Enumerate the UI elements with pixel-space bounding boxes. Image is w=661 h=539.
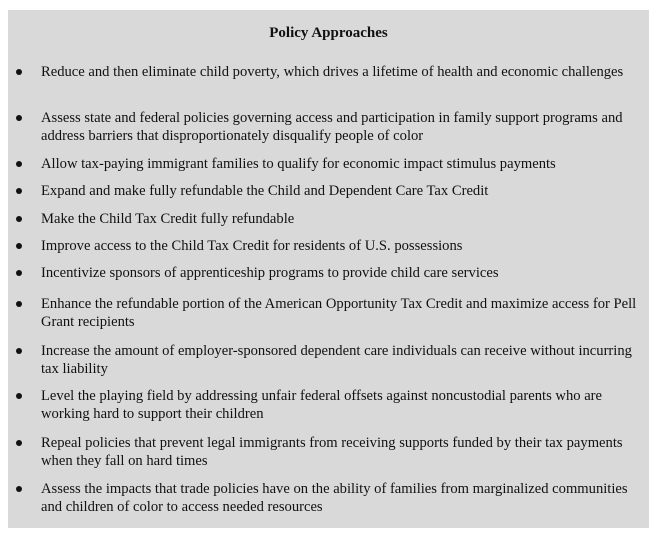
bullet-icon: [16, 393, 22, 399]
bullet-icon: [16, 440, 22, 446]
list-item-text: Assess state and federal policies governing access and participation in family support programs and address barriers that disproportionately disqualify people of color: [41, 110, 623, 144]
bullet-icon: [16, 301, 22, 307]
list-item-text: Improve access to the Child Tax Credit for residents of U.S. possessions: [41, 238, 463, 254]
bullet-icon: [16, 161, 22, 167]
bullet-icon: [16, 348, 22, 354]
box-title: Policy Approaches: [269, 25, 388, 41]
list-item-text: Repeal policies that prevent legal immigrants from receiving supports funded by their tax payments when they fall on hard times: [41, 435, 623, 469]
list-item-text: Increase the amount of employer-sponsored dependent care individuals can receive without incurring tax liability: [41, 343, 632, 377]
list-item-text: Reduce and then eliminate child poverty, which drives a lifetime of health and economic challenges: [41, 64, 624, 80]
list-item-text: Enhance the refundable portion of the American Opportunity Tax Credit and maximize access for Pell Grant recipients: [41, 296, 637, 330]
list-item-text: Assess the impacts that trade policies have on the ability of families from marginalized communities and children of color to access needed resources: [41, 481, 628, 515]
list-item-text: Level the playing field by addressing unfair federal offsets against noncustodial parents who are working hard to support their children: [41, 388, 603, 422]
list-item-text: Make the Child Tax Credit fully refundable: [41, 211, 295, 227]
bullet-icon: [16, 188, 22, 194]
policy-approaches-box: [8, 10, 649, 528]
bullet-icon: [16, 270, 22, 276]
bullet-icon: [16, 486, 22, 492]
list-item-text: Incentivize sponsors of apprenticeship programs to provide child care services: [41, 265, 499, 281]
list-item-text: Expand and make fully refundable the Child and Dependent Care Tax Credit: [41, 183, 489, 199]
bullet-icon: [16, 115, 22, 121]
bullet-icon: [16, 216, 22, 222]
bullet-icon: [16, 243, 22, 249]
list-item-text: Allow tax-paying immigrant families to qualify for economic impact stimulus payments: [41, 156, 556, 172]
bullet-icon: [16, 69, 22, 75]
